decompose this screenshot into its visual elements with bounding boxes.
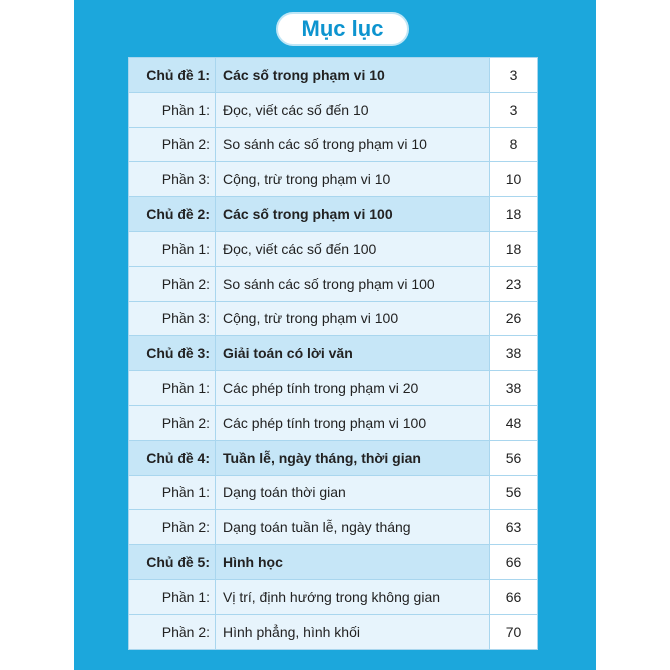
row-title: Vị trí, định hướng trong không gian [216, 579, 490, 614]
row-title: Hình học [216, 545, 490, 580]
row-page-number: 3 [490, 92, 538, 127]
row-label: Phần 2: [129, 614, 216, 649]
page-title: Mục lục [276, 12, 409, 46]
row-page-number: 66 [490, 579, 538, 614]
row-page-number: 10 [490, 162, 538, 197]
row-page-number: 56 [490, 440, 538, 475]
row-title: Tuần lễ, ngày tháng, thời gian [216, 440, 490, 475]
topic-row [129, 336, 538, 371]
row-title: Giải toán có lời văn [216, 336, 490, 371]
row-title: Đọc, viết các số đến 100 [216, 231, 490, 266]
part-row [129, 231, 538, 266]
part-row [129, 266, 538, 301]
row-label: Phần 1: [129, 371, 216, 406]
row-title: Cộng, trừ trong phạm vi 100 [216, 301, 490, 336]
part-row [129, 510, 538, 545]
row-label: Phần 3: [129, 162, 216, 197]
row-title: Dạng toán thời gian [216, 475, 490, 510]
row-label: Chủ đề 2: [129, 197, 216, 232]
part-row [129, 301, 538, 336]
row-page-number: 66 [490, 545, 538, 580]
row-label: Phần 2: [129, 510, 216, 545]
row-page-number: 63 [490, 510, 538, 545]
row-page-number: 26 [490, 301, 538, 336]
row-title: So sánh các số trong phạm vi 100 [216, 266, 490, 301]
part-row [129, 371, 538, 406]
row-title: Các phép tính trong phạm vi 100 [216, 405, 490, 440]
row-title: Đọc, viết các số đến 10 [216, 92, 490, 127]
row-label: Phần 2: [129, 266, 216, 301]
row-label: Phần 3: [129, 301, 216, 336]
row-title: Hình phẳng, hình khối [216, 614, 490, 649]
row-page-number: 48 [490, 405, 538, 440]
row-label: Phần 1: [129, 579, 216, 614]
part-row [129, 127, 538, 162]
part-row [129, 92, 538, 127]
part-row [129, 614, 538, 649]
topic-row [129, 440, 538, 475]
row-label: Chủ đề 4: [129, 440, 216, 475]
row-page-number: 70 [490, 614, 538, 649]
row-title: Dạng toán tuần lễ, ngày tháng [216, 510, 490, 545]
row-title: Cộng, trừ trong phạm vi 10 [216, 162, 490, 197]
row-page-number: 23 [490, 266, 538, 301]
row-label: Phần 1: [129, 475, 216, 510]
row-page-number: 18 [490, 231, 538, 266]
topic-row [129, 545, 538, 580]
table-of-contents [128, 57, 538, 650]
row-title: Các số trong phạm vi 100 [216, 197, 490, 232]
topic-row [129, 197, 538, 232]
row-page-number: 56 [490, 475, 538, 510]
part-row [129, 162, 538, 197]
row-label: Phần 1: [129, 92, 216, 127]
part-row [129, 475, 538, 510]
part-row [129, 579, 538, 614]
topic-row [129, 58, 538, 93]
row-label: Phần 2: [129, 127, 216, 162]
row-title: Các phép tính trong phạm vi 20 [216, 371, 490, 406]
row-label: Chủ đề 3: [129, 336, 216, 371]
row-page-number: 8 [490, 127, 538, 162]
row-page-number: 38 [490, 371, 538, 406]
row-label: Chủ đề 1: [129, 58, 216, 93]
row-page-number: 38 [490, 336, 538, 371]
row-title: So sánh các số trong phạm vi 10 [216, 127, 490, 162]
part-row [129, 405, 538, 440]
row-page-number: 3 [490, 58, 538, 93]
row-label: Chủ đề 5: [129, 545, 216, 580]
row-label: Phần 1: [129, 231, 216, 266]
row-title: Các số trong phạm vi 10 [216, 58, 490, 93]
row-page-number: 18 [490, 197, 538, 232]
row-label: Phần 2: [129, 405, 216, 440]
